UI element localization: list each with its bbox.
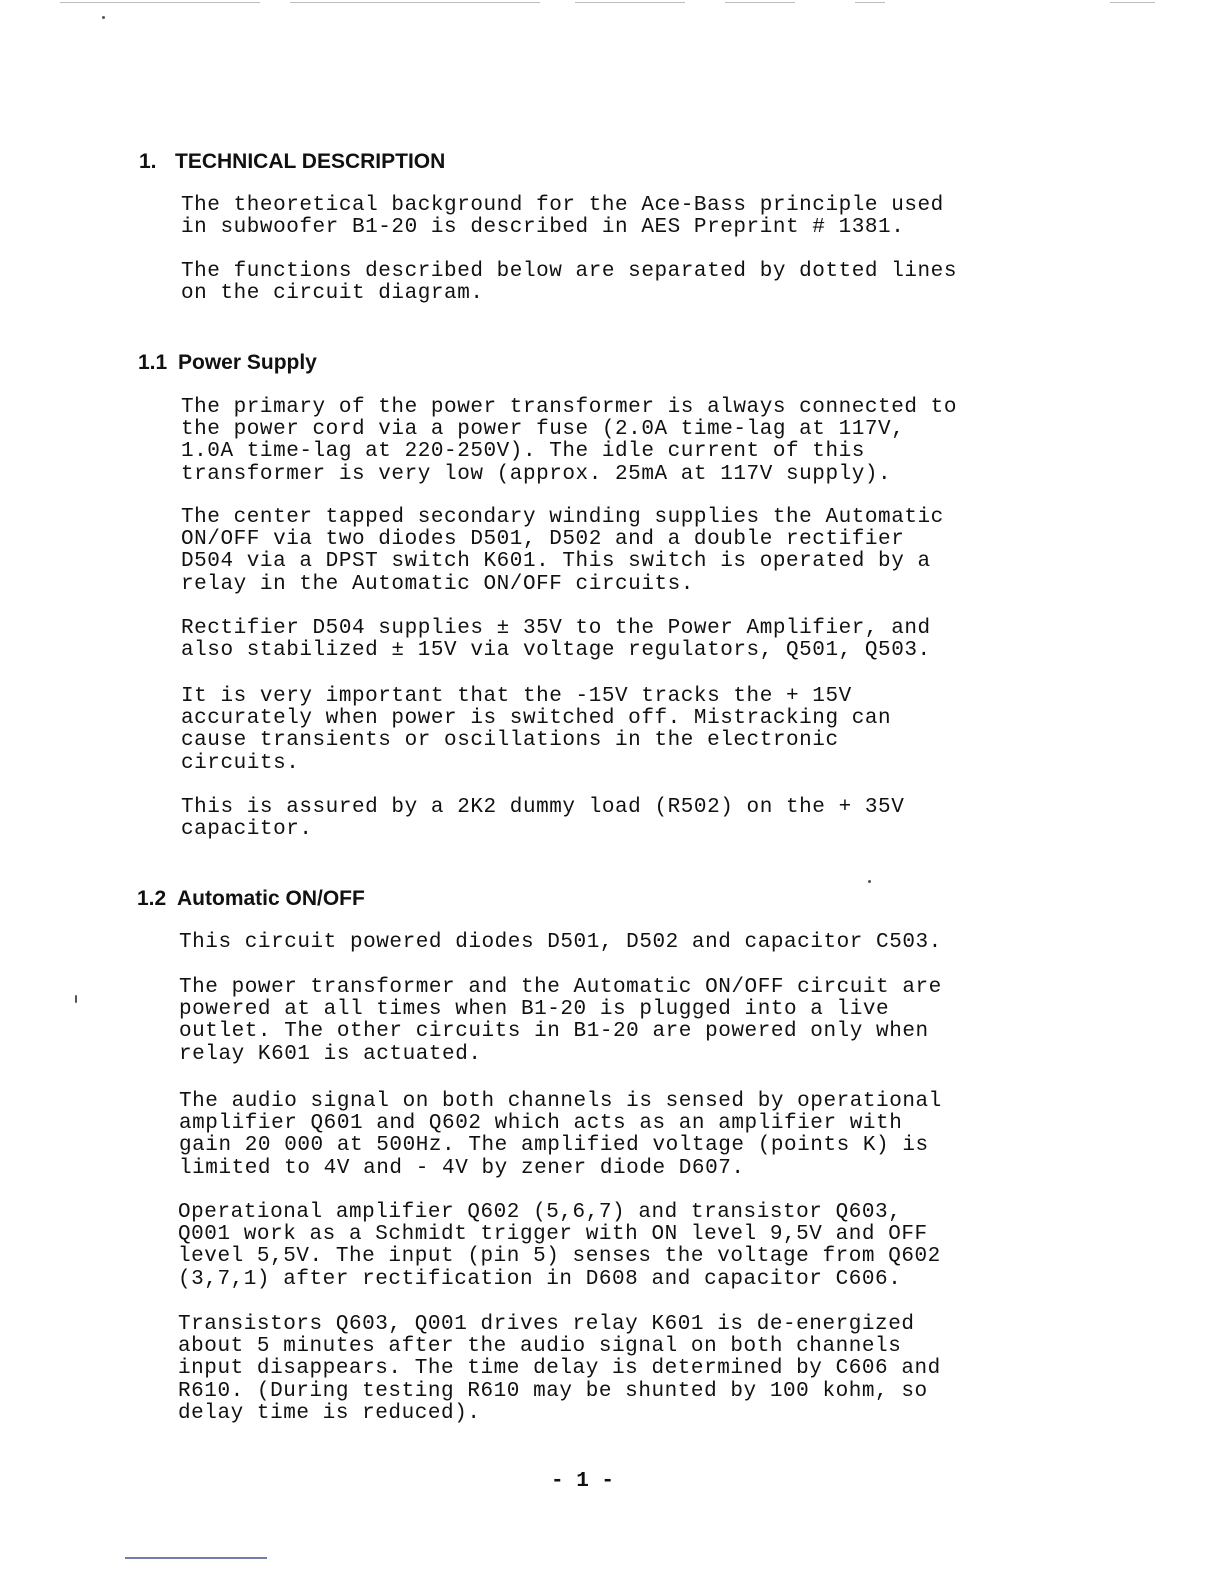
section-title: Power Supply — [178, 351, 317, 374]
scan-edge-line — [290, 2, 540, 3]
scan-edge-line — [725, 2, 795, 3]
paragraph: It is very important that the -15V tracks the + 15V accurately when power is switched off. Mistracking can cause transients or oscillations in the electronic circuits. — [181, 685, 892, 775]
paragraph: The functions described below are separated by dotted lines on the circuit diagram. — [181, 260, 957, 306]
section-title: TECHNICAL DESCRIPTION — [175, 150, 446, 173]
paragraph: The audio signal on both channels is sensed by operational amplifier Q601 and Q602 which acts as an amplifier with gain 20 000 at 500Hz. The amplified voltage (points K) is limited to 4V and - 4V by zener diode D607. — [179, 1090, 942, 1180]
bottom-rule — [125, 1557, 267, 1559]
section-number: 1.1 — [138, 351, 168, 374]
section-heading-technical-description — [139, 150, 445, 174]
paragraph: This circuit powered diodes D501, D502 and capacitor C503. — [179, 931, 942, 954]
scan-edge-line — [575, 2, 685, 3]
paragraph: Rectifier D504 supplies ± 35V to the Power Amplifier, and also stabilized ± 15V via voltage regulators, Q501, Q503. — [181, 617, 931, 663]
scan-speck — [75, 995, 77, 1003]
paragraph: Operational amplifier Q602 (5,6,7) and transistor Q603, Q001 work as a Schmidt trigger with ON level 9,5V and OFF level 5,5V. The input (pin 5) senses the voltage from Q602 (3,7,1) after rectification in D608 and capacitor C606. — [178, 1201, 941, 1291]
section-number: 1. — [139, 150, 157, 173]
paragraph: The primary of the power transformer is always connected to the power cord via a power fuse (2.0A time-lag at 117V, 1.0A time-lag at 220-250V). The idle current of this transformer is very low (approx. 25mA at 117V supply). — [181, 396, 957, 486]
paragraph: Transistors Q603, Q001 drives relay K601 is de-energized about 5 minutes after the audio signal on both channels input disappears. The time delay is determined by C606 and R610. (During testing R610 may be shunted by 100 kohm, so delay time is reduced). — [178, 1313, 941, 1425]
scan-edge-line — [60, 2, 260, 3]
section-title: Automatic ON/OFF — [177, 887, 365, 910]
scan-speck — [102, 16, 105, 19]
scan-edge-line — [855, 2, 885, 3]
paragraph: The center tapped secondary winding supplies the Automatic ON/OFF via two diodes D501, D502 and a double rectifier D504 via a DPST switch K601. This switch is operated by a relay in the Automatic ON/OFF circuits. — [181, 506, 944, 596]
paragraph: The theoretical background for the Ace-Bass principle used in subwoofer B1-20 is described in AES Preprint # 1381. — [181, 194, 944, 240]
section-heading-power-supply — [138, 351, 317, 375]
paragraph: The power transformer and the Automatic ON/OFF circuit are powered at all times when B1-20 is plugged into a live outlet. The other circuits in B1-20 are powered only when relay K601 is actuated. — [179, 976, 942, 1066]
scan-speck — [868, 880, 871, 883]
paragraph: This is assured by a 2K2 dummy load (R502) on the + 35V capacitor. — [181, 796, 905, 842]
scan-edge-line — [1110, 2, 1155, 3]
section-number: 1.2 — [137, 887, 167, 910]
page-number: - 1 - — [551, 1470, 615, 1493]
section-heading-automatic-on-off — [137, 887, 365, 911]
